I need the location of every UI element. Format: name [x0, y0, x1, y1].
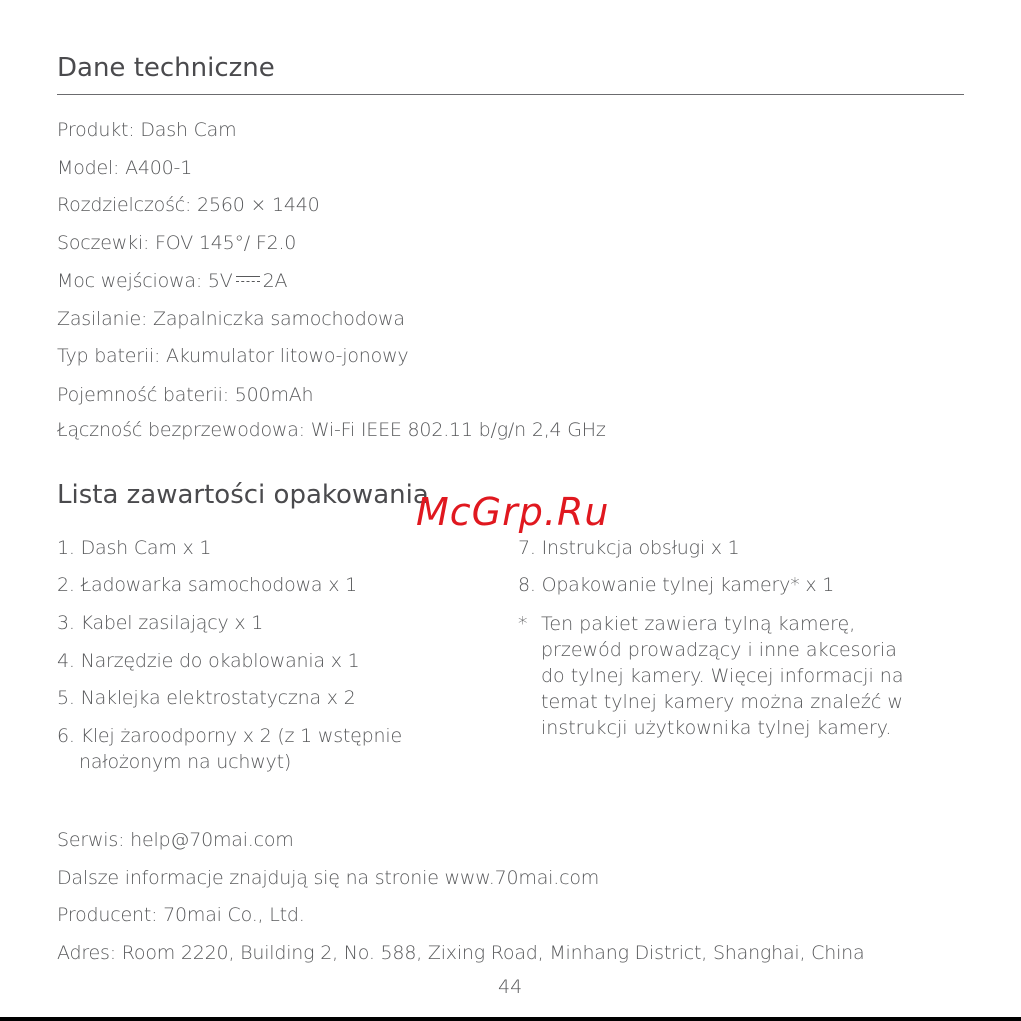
- spec-wireless: Łączność bezprzewodowa: Wi-Fi IEEE 802.11 b/g/n 2,4 GHz: [57, 419, 606, 441]
- note-body: [541, 611, 903, 741]
- spec-battery-capacity: Pojemność baterii: 500mAh: [57, 384, 314, 406]
- package-item-4: 4. Narzędzie do okablowania x 1: [57, 650, 360, 672]
- package-item-8: 8. Opakowanie tylnej kamery* x 1: [518, 574, 835, 596]
- page-title: Dane techniczne: [57, 53, 275, 83]
- service-contact: Serwis: help@70mai.com: [57, 829, 294, 851]
- note-line: instrukcji użytkownika tylnej kamery.: [541, 717, 892, 739]
- package-item-6-continued: nałożonym na uchwyt): [79, 751, 292, 773]
- package-item-6: 6. Klej żaroodporny x 2 (z 1 wstępnie: [57, 725, 402, 747]
- package-item-3: 3. Kabel zasilający x 1: [57, 612, 264, 634]
- note-line: Ten pakiet zawiera tylną kamerę,: [541, 613, 856, 635]
- spec-input-suffix: 2A: [262, 270, 288, 292]
- note-line: do tylnej kamery. Więcej informacji na: [541, 665, 904, 687]
- note-line: temat tylnej kamery można znaleźć w: [541, 691, 903, 713]
- package-item-1: 1. Dash Cam x 1: [57, 537, 212, 559]
- address: Adres: Room 2220, Building 2, No. 588, Zixing Road, Minhang District, Shanghai, China: [57, 942, 865, 964]
- spec-power: Zasilanie: Zapalniczka samochodowa: [57, 308, 405, 330]
- spec-lens: Soczewki: FOV 145°/ F2.0: [57, 232, 297, 254]
- dc-symbol-icon: [236, 275, 260, 285]
- producer: Producent: 70mai Co., Ltd.: [57, 904, 305, 926]
- package-item-2: 2. Ładowarka samochodowa x 1: [57, 574, 357, 596]
- spec-input-prefix: Moc wejściowa: 5V: [57, 270, 233, 292]
- spec-model: Model: A400-1: [57, 157, 193, 179]
- package-item-7: 7. Instrukcja obsługi x 1: [518, 537, 740, 559]
- spec-product: Produkt: Dash Cam: [57, 119, 237, 141]
- bottom-border: [0, 1017, 1021, 1021]
- more-info: Dalsze informacje znajdują się na stronie www.70mai.com: [57, 867, 600, 889]
- title-divider: [57, 94, 964, 95]
- spec-battery-type: Typ baterii: Akumulator litowo-jonowy: [57, 345, 409, 367]
- watermark: McGrp.Ru: [416, 490, 610, 534]
- spec-input: [57, 268, 287, 294]
- section-title: Lista zawartości opakowania: [57, 480, 429, 510]
- spec-resolution: Rozdzielczość: 2560 × 1440: [57, 194, 320, 216]
- note-asterisk: *: [518, 613, 528, 635]
- note-line: przewód prowadzący i inne akcesoria: [541, 639, 897, 661]
- package-item-5: 5. Naklejka elektrostatyczna x 2: [57, 687, 356, 709]
- page-number: 44: [498, 976, 523, 998]
